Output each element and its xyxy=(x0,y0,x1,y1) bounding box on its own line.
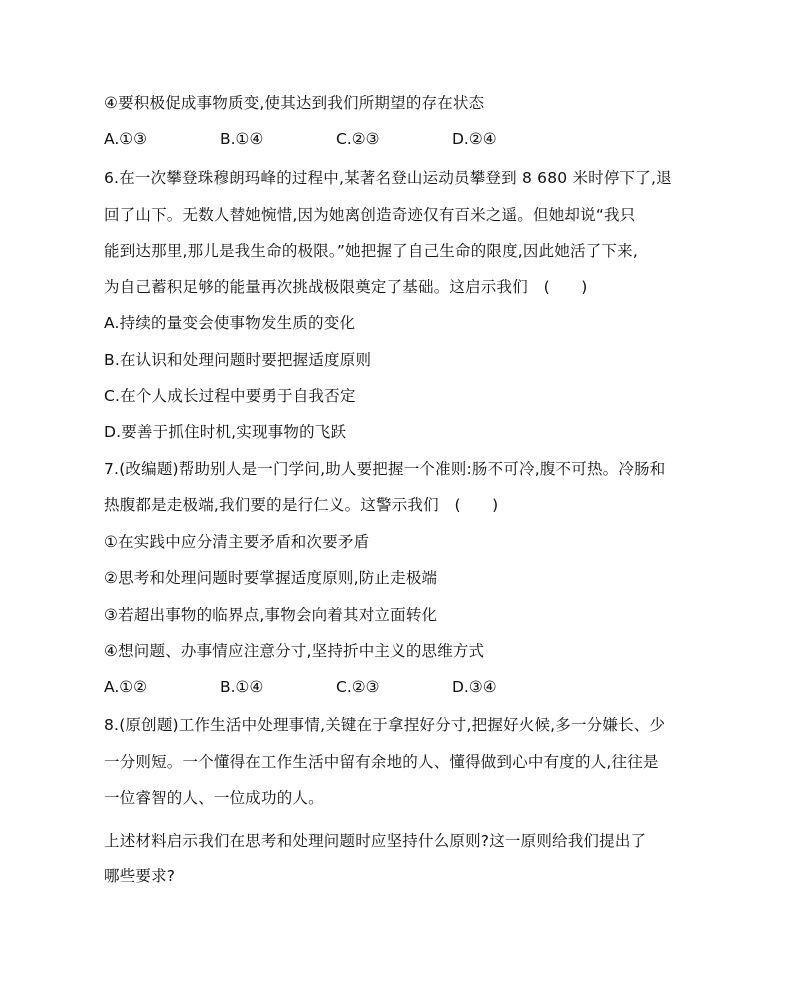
q8-question-line-2: 哪些要求? xyxy=(104,867,176,885)
q7-item-2: ②思考和处理问题时要掌握适度原则,防止走极端 xyxy=(104,569,438,587)
q7-stem-line-2: 热腹都是走极端,我们要的是行仁义。这警示我们 ( ) xyxy=(104,496,499,514)
q8-stem-line-3: 一位睿智的人、一位成功的人。 xyxy=(104,789,324,807)
q7-item-1: ①在实践中应分清主要矛盾和次要矛盾 xyxy=(104,533,370,551)
q8-question-line-1: 上述材料启示我们在思考和处理问题时应坚持什么原则?这一原则给我们提出了 xyxy=(104,832,647,850)
q6-stem-line-1: 6.在一次攀登珠穆朗玛峰的过程中,某著名登山运动员攀登到 8 680 米时停下了,退 xyxy=(104,169,672,187)
q6-option-b[interactable]: B.在认识和处理问题时要把握适度原则 xyxy=(104,351,372,369)
q6-option-d[interactable]: D.要善于抓住时机,实现事物的飞跃 xyxy=(104,423,347,441)
q7-choice-c[interactable]: C.②③ xyxy=(336,678,380,696)
q5-choice-a[interactable]: A.①③ xyxy=(104,130,148,148)
q7-item-4: ④想问题、办事情应注意分寸,坚持折中主义的思维方式 xyxy=(104,642,485,660)
q7-choice-a[interactable]: A.①② xyxy=(104,678,148,696)
q5-choice-c[interactable]: C.②③ xyxy=(336,130,380,148)
q7-item-3: ③若超出事物的临界点,事物会向着其对立面转化 xyxy=(104,606,438,624)
q6-stem-line-3: 能到达那里,那儿是我生命的极限。”她把握了自己生命的限度,因此她活了下来, xyxy=(104,242,638,260)
q5-choice-b[interactable]: B.①④ xyxy=(220,130,264,148)
q6-stem-line-2: 回了山下。无数人替她惋惜,因为她离创造奇迹仅有百米之遥。但她却说“我只 xyxy=(104,206,636,224)
q5-choice-d[interactable]: D.②④ xyxy=(452,130,497,148)
q7-choice-d[interactable]: D.③④ xyxy=(452,678,497,696)
q8-stem-line-1: 8.(原创题)工作生活中处理事情,关键在于拿捏好分寸,把握好火候,多一分嫌长、少 xyxy=(104,716,666,734)
q5-item-4: ④要积极促成事物质变,使其达到我们所期望的存在状态 xyxy=(104,94,485,112)
q7-stem-line-1: 7.(改编题)帮助别人是一门学问,助人要把握一个准则:肠不可冷,腹不可热。冷肠和 xyxy=(104,460,666,478)
q8-stem-line-2: 一分则短。一个懂得在工作生活中留有余地的人、懂得做到心中有度的人,往往是 xyxy=(104,753,659,771)
q6-stem-line-4: 为自己蓄积足够的能量再次挑战极限奠定了基础。这启示我们 ( ) xyxy=(104,278,588,296)
q6-option-c[interactable]: C.在个人成长过程中要勇于自我否定 xyxy=(104,387,356,405)
q6-option-a[interactable]: A.持续的量变会使事物发生质的变化 xyxy=(104,314,356,332)
q7-choice-b[interactable]: B.①④ xyxy=(220,678,264,696)
